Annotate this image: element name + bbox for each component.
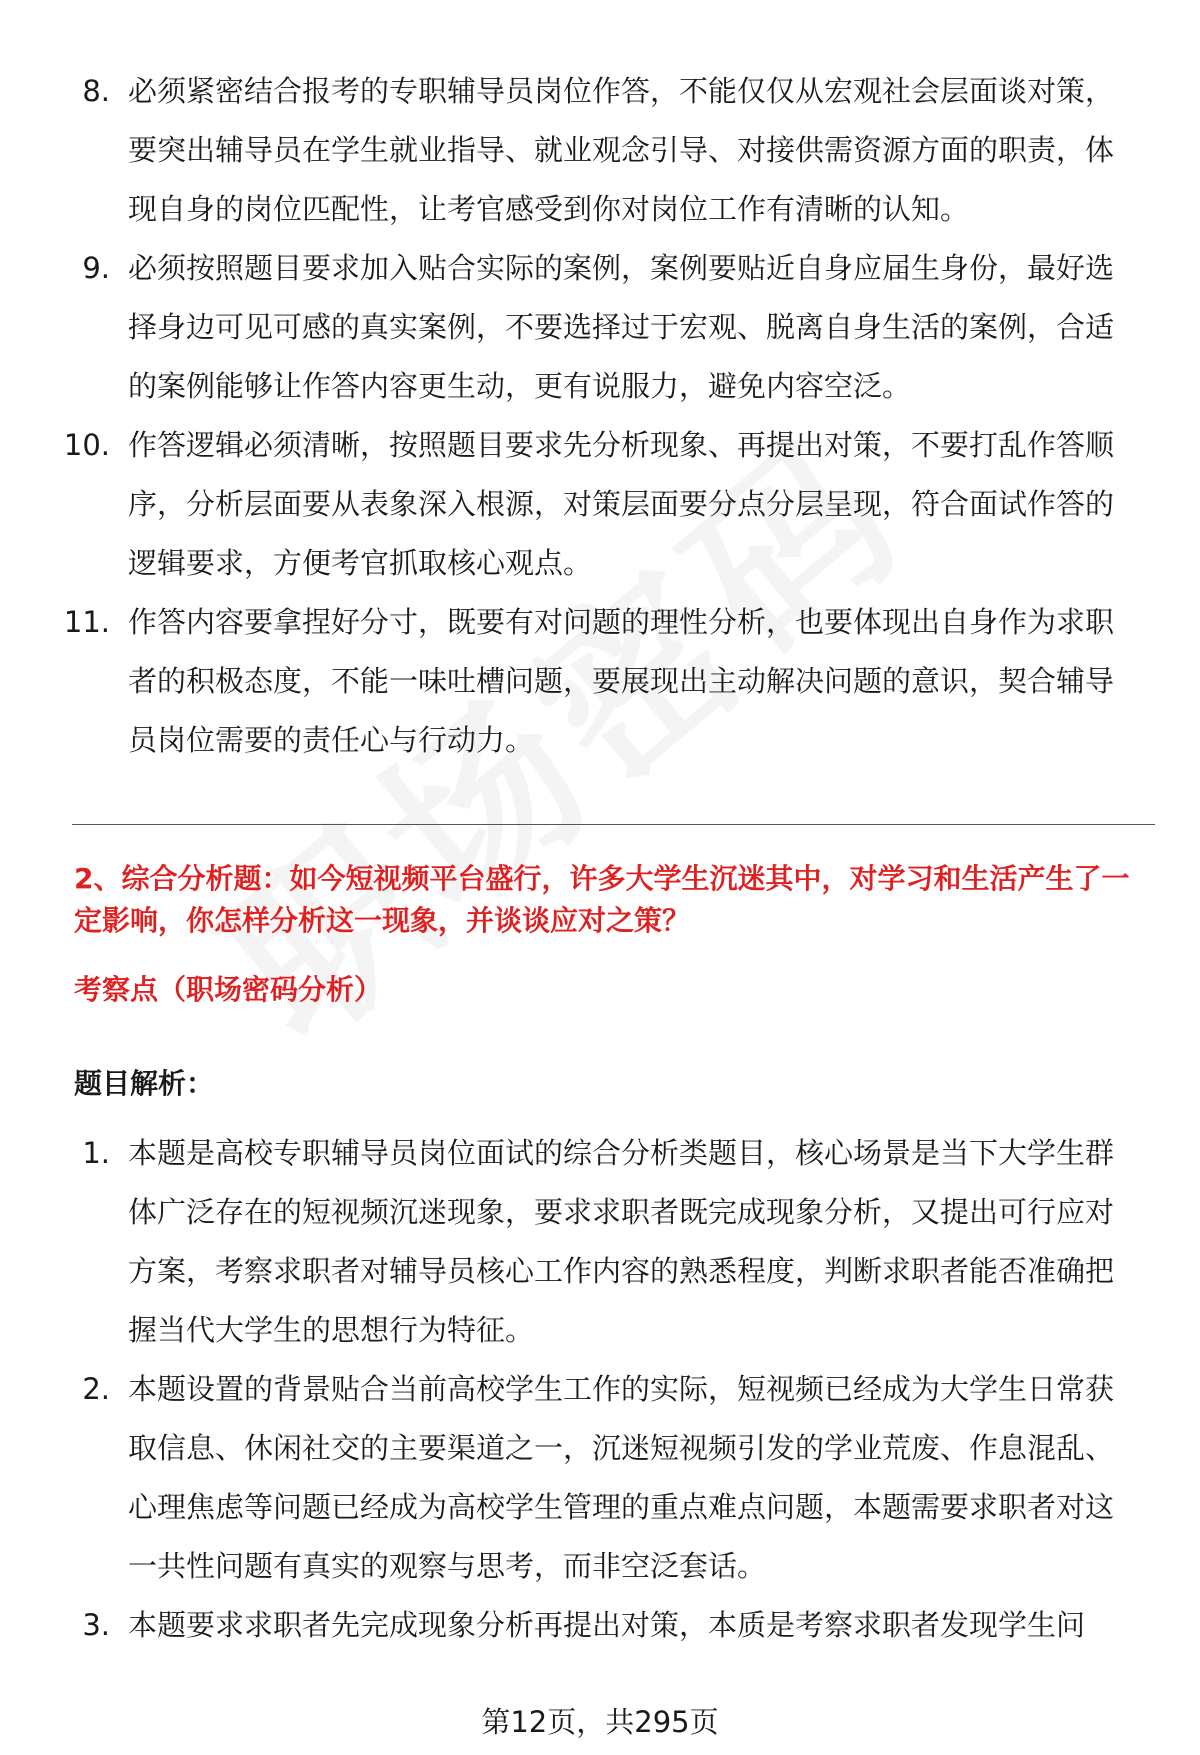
section-divider [72,824,1155,825]
list-item [0,239,1200,416]
page-footer: 第12页，共295页 [481,1705,719,1739]
assessment-point-label: 考察点（职场密码分析） [74,973,383,1006]
list-item [0,416,1200,593]
list-item [0,62,1200,239]
list-item [0,1124,1200,1360]
list-item [0,1596,1200,1655]
list-item-text: 必须紧密结合报考的专职辅导员岗位作答，不能仅仅从宏观社会层面谈对策，要突出辅导员在学生就业指导、就业观念引导、对接供需资源方面的职责，体现自身的岗位匹配性，让考官感受到你对岗位工作有清晰的认知。 [128,74,1115,226]
list-item [0,1360,1200,1596]
analysis-heading: 题目解析： [74,1067,215,1100]
list-item-text: 本题设置的背景贴合当前高校学生工作的实际，短视频已经成为大学生日常获取信息、休闲社交的主要渠道之一，沉迷短视频引发的学业荒废、作息混乱、心理焦虑等问题已经成为高校学生管理的重点难点问题，本题需要求职者对这一共性问题有真实的观察与思考，而非空泛套话。 [128,1372,1115,1583]
list-item-number: 2. [82,1372,110,1406]
question-title: 2、综合分析题：如今短视频平台盛行，许多大学生沉迷其中，对学习和生活产生了一定影响，你怎样分析这一现象，并谈谈应对之策？ [74,862,1130,937]
analysis-list [0,1124,1200,1655]
list-item-number: 11. [63,605,110,639]
list-item-number: 10. [63,428,110,462]
list-item-number: 8. [82,74,110,108]
list-item-text: 作答逻辑必须清晰，按照题目要求先分析现象、再提出对策，不要打乱作答顺序，分析层面要从表象深入根源，对策层面要分点分层呈现，符合面试作答的逻辑要求，方便考官抓取核心观点。 [128,428,1115,580]
list-item-text: 本题是高校专职辅导员岗位面试的综合分析类题目，核心场景是当下大学生群体广泛存在的短视频沉迷现象，要求求职者既完成现象分析，又提出可行应对方案，考察求职者对辅导员核心工作内容的熟悉程度，判断求职者能否准确把握当代大学生的思想行为特征。 [128,1136,1115,1347]
list-item-number: 3. [82,1608,110,1642]
list-item-number: 9. [82,251,110,285]
list-item-text: 作答内容要拿捏好分寸，既要有对问题的理性分析，也要体现出自身作为求职者的积极态度，不能一味吐槽问题，要展现出主动解决问题的意识，契合辅导员岗位需要的责任心与行动力。 [128,605,1115,757]
list-item [0,593,1200,770]
list-item-text: 必须按照题目要求加入贴合实际的案例，案例要贴近自身应届生身份，最好选择身边可见可感的真实案例，不要选择过于宏观、脱离自身生活的案例，合适的案例能够让作答内容更生动，更有说服力，避免内容空泛。 [128,251,1115,403]
requirements-list [0,62,1200,770]
list-item-text: 本题要求求职者先完成现象分析再提出对策，本质是考察求职者发现学生问 [128,1608,1086,1642]
list-item-number: 1. [82,1136,110,1170]
